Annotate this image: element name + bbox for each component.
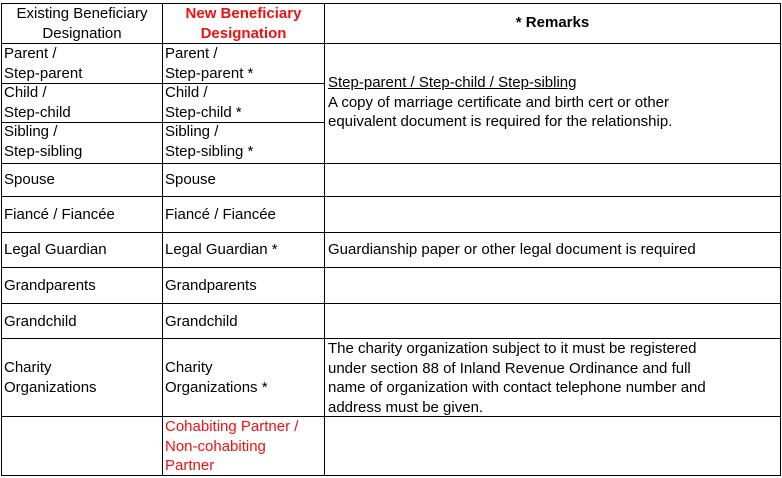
header-existing-line: Designation <box>42 24 122 42</box>
new-cell <box>165 44 253 83</box>
row-divider <box>1 43 781 44</box>
row-divider <box>1 303 781 304</box>
existing-cell: Grandparents <box>4 277 96 294</box>
cell-line: Partner <box>165 457 215 474</box>
header-new <box>163 4 324 43</box>
new-cell-cohabiting <box>165 417 298 476</box>
existing-cell: Fiancé / Fiancée <box>4 206 115 223</box>
new-cell <box>165 358 268 397</box>
step-relationship-remark <box>328 73 778 132</box>
row-divider <box>1 267 781 268</box>
cell-line: Sibling / <box>165 123 219 140</box>
existing-cell: Spouse <box>4 171 55 188</box>
step-remark-line: equivalent document is required for the relationship. <box>328 113 673 130</box>
new-cell: Grandchild <box>165 313 238 330</box>
column-divider-1 <box>162 3 163 476</box>
step-remark-line: A copy of marriage certificate and birth cert or other <box>328 93 669 111</box>
cell-line: Parent / <box>4 45 57 62</box>
cell-line: Child / <box>165 84 208 101</box>
existing-cell <box>4 358 97 397</box>
existing-cell: Legal Guardian <box>4 241 107 258</box>
new-cell <box>165 122 253 161</box>
cell-line: Step-sibling * <box>165 142 254 160</box>
cell-line: Step-child <box>4 103 71 121</box>
remarks-cell <box>328 339 778 417</box>
cell-line: Organizations <box>4 378 97 396</box>
cell-line: Step-child * <box>165 103 242 121</box>
cell-line: Charity <box>4 359 52 376</box>
cell-line: Non-cohabiting <box>165 437 266 455</box>
header-new-line: Designation <box>200 24 287 42</box>
step-remark-heading: Step-parent / Step-child / Step-sibling <box>328 74 577 91</box>
existing-cell <box>4 44 82 83</box>
new-cell: Grandparents <box>165 277 257 294</box>
column-divider-2 <box>324 3 325 476</box>
existing-cell <box>4 122 82 161</box>
remarks-cell: Guardianship paper or other legal document is required <box>328 241 696 258</box>
cell-line: Step-parent <box>4 64 83 82</box>
table-border-bottom <box>1 475 781 476</box>
row-divider <box>1 196 781 197</box>
header-existing-line: Existing Beneficiary <box>16 5 148 22</box>
cell-line: Step-parent * <box>165 64 254 82</box>
row-divider <box>1 232 781 233</box>
remark-line: name of organization with contact telephone number and <box>328 379 706 396</box>
header-new-line: New Beneficiary <box>185 5 302 22</box>
row-divider <box>1 163 781 164</box>
remark-line: address must be given. <box>328 398 484 416</box>
remark-line: The charity organization subject to it must be registered <box>328 340 697 357</box>
remark-line: under section 88 of Inland Revenue Ordinance and full <box>328 359 691 377</box>
existing-cell: Grandchild <box>4 313 77 330</box>
header-existing <box>2 4 162 43</box>
cell-line: Sibling / <box>4 123 58 140</box>
new-cell <box>165 83 242 122</box>
cell-line: Charity <box>165 359 213 376</box>
table-border-right <box>780 3 781 476</box>
cell-line: Organizations * <box>165 378 268 396</box>
cell-line: Child / <box>4 84 47 101</box>
new-cell: Spouse <box>165 171 216 188</box>
new-cell: Fiancé / Fiancée <box>165 206 276 223</box>
new-cell: Legal Guardian * <box>165 241 278 258</box>
header-remarks: * Remarks <box>515 14 590 31</box>
cell-line: Step-sibling <box>4 142 83 160</box>
cell-line: Cohabiting Partner / <box>165 418 299 435</box>
cell-line: Parent / <box>165 45 218 62</box>
table-border-left <box>1 3 2 476</box>
existing-cell <box>4 83 71 122</box>
